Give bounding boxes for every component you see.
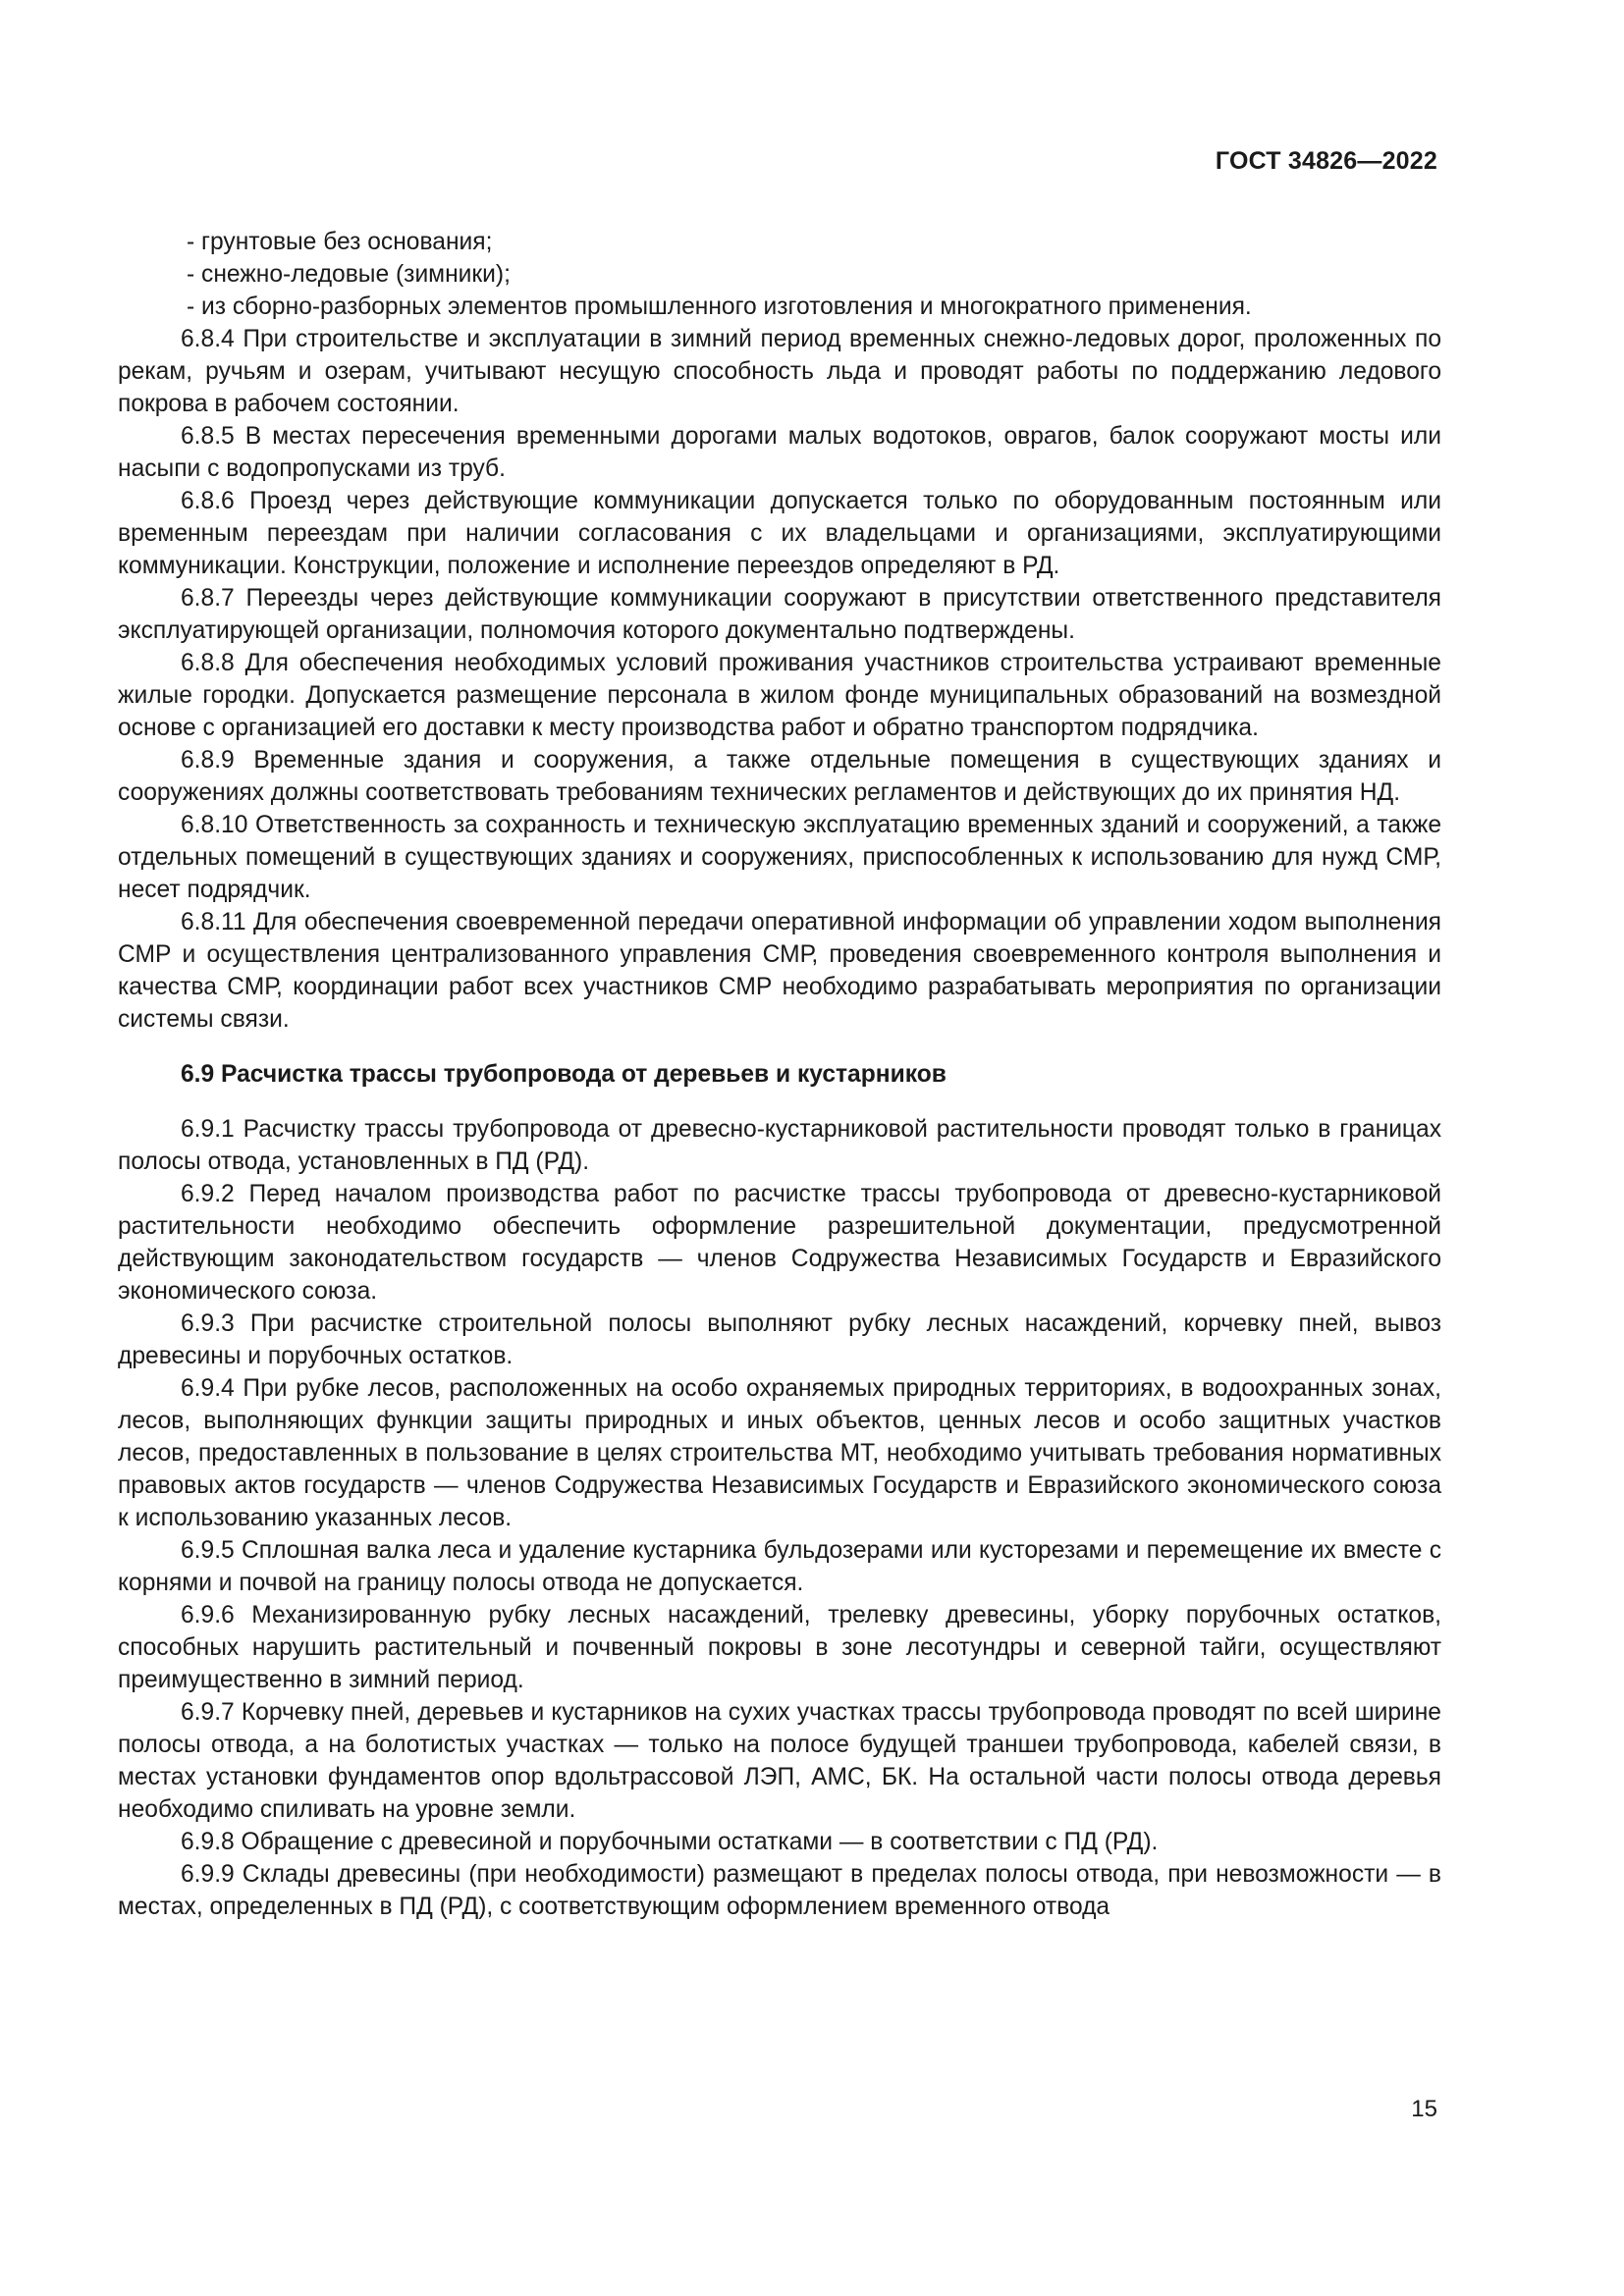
paragraph-6-9-3: 6.9.3 При расчистке строительной полосы выполняют рубку лесных насаждений, корчевку пней, вывоз древесины и порубочных остатков. bbox=[118, 1310, 1441, 1369]
paragraph-6-8-6: 6.8.6 Проезд через действующие коммуникации допускается только по оборудованным постоянным или временным переездам при наличии согласования с их владельцами и организациями, эксплуатирующими коммуникации. Конструкции, положение и исполнение переездов определяют в РД. bbox=[118, 488, 1441, 579]
list-item: - снежно-ледовые (зимники); bbox=[187, 261, 511, 288]
paragraph-6-9-9: 6.9.9 Склады древесины (при необходимости) размещают в пределах полосы отвода, при невозможности — в местах, определенных в ПД (РД), с соответствующим оформлением временного отвода bbox=[118, 1861, 1441, 1920]
list-item: - грунтовые без основания; bbox=[187, 229, 493, 255]
paragraph-6-9-2: 6.9.2 Перед началом производства работ по расчистке трассы трубопровода от древесно-кустарниковой растительности необходимо обеспечить оформление разрешительной документации, предусмотренной действующим законодательством государств — членов Содружества Независимых Государств и Евразийского экономического союза. bbox=[118, 1181, 1441, 1305]
paragraph-6-8-7: 6.8.7 Переезды через действующие коммуникации сооружают в присутствии ответственного представителя эксплуатирующей организации, полномочия которого документально подтверждены. bbox=[118, 585, 1441, 644]
paragraph-6-9-8: 6.9.8 Обращение с древесиной и порубочными остатками — в соответствии с ПД (РД). bbox=[181, 1829, 1159, 1855]
list-item: - из сборно-разборных элементов промышленного изготовления и многократного применения. bbox=[187, 294, 1252, 320]
paragraph-6-9-6: 6.9.6 Механизированную рубку лесных насаждений, трелевку древесины, уборку порубочных остатков, способных нарушить растительный и почвенный покровы в зоне лесотундры и северной тайги, осуществляют преимущественно в зимний период. bbox=[118, 1602, 1441, 1693]
standard-header: ГОСТ 34826—2022 bbox=[1215, 147, 1437, 175]
paragraph-6-9-1: 6.9.1 Расчистку трассы трубопровода от древесно-кустарниковой растительности проводят только в границах полосы отвода, установленных в ПД (РД). bbox=[118, 1116, 1441, 1175]
paragraph-6-8-9: 6.8.9 Временные здания и сооружения, а также отдельные помещения в существующих зданиях и сооружениях должны соответствовать требованиям технических регламентов и действующих до их принятия НД. bbox=[118, 747, 1441, 806]
paragraph-6-8-5: 6.8.5 В местах пересечения временными дорогами малых водотоков, оврагов, балок сооружают мосты или насыпи с водопропусками из труб. bbox=[118, 423, 1441, 482]
paragraph-6-9-4: 6.9.4 При рубке лесов, расположенных на особо охраняемых природных территориях, в водоохранных зонах, лесов, выполняющих функции защиты природных и иных объектов, ценных лесов и особо защитных участков лесов, предоставленных в пользование в целях строительства МТ, необходимо учитывать требования нормативных правовых актов государств — членов Содружества Независимых Государств и Евразийского экономического союза к использованию указанных лесов. bbox=[118, 1375, 1441, 1531]
page-number: 15 bbox=[1411, 2096, 1437, 2122]
paragraph-6-8-11: 6.8.11 Для обеспечения своевременной передачи оперативной информации об управлении ходом выполнения СМР и осуществления централизованного управления СМР, проведения своевременного контроля выполнения и качества СМР, координации работ всех участников СМР необходимо разрабатывать мероприятия по организации системы связи. bbox=[118, 909, 1441, 1033]
page-content bbox=[118, 226, 1441, 1923]
section-heading-6-9: 6.9 Расчистка трассы трубопровода от деревьев и кустарников bbox=[181, 1061, 947, 1088]
paragraph-6-9-7: 6.9.7 Корчевку пней, деревьев и кустарников на сухих участках трассы трубопровода проводят по всей ширине полосы отвода, а на болотистых участках — только на полосе будущей траншеи трубопровода, кабелей связи, в местах установки фундаментов опор вдольтрассовой ЛЭП, АМС, БК. На остальной части полосы отвода деревья необходимо спиливать на уровне земли. bbox=[118, 1699, 1441, 1823]
paragraph-6-8-8: 6.8.8 Для обеспечения необходимых условий проживания участников строительства устраивают временные жилые городки. Допускается размещение персонала в жилом фонде муниципальных образований на возмездной основе с организацией его доставки к месту производства работ и обратно транспортом подрядчика. bbox=[118, 650, 1441, 741]
paragraph-6-8-4: 6.8.4 При строительстве и эксплуатации в зимний период временных снежно-ледовых дорог, проложенных по рекам, ручьям и озерам, учитывают несущую способность льда и проводят работы по поддержанию ледового покрова в рабочем состоянии. bbox=[118, 326, 1441, 417]
paragraph-6-9-5: 6.9.5 Сплошная валка леса и удаление кустарника бульдозерами или кусторезами и перемещение их вместе с корнями и почвой на границу полосы отвода не допускается. bbox=[118, 1537, 1441, 1596]
paragraph-6-8-10: 6.8.10 Ответственность за сохранность и техническую эксплуатацию временных зданий и сооружений, а также отдельных помещений в существующих зданиях и сооружениях, приспособленных к использованию для нужд СМР, несет подрядчик. bbox=[118, 812, 1441, 903]
